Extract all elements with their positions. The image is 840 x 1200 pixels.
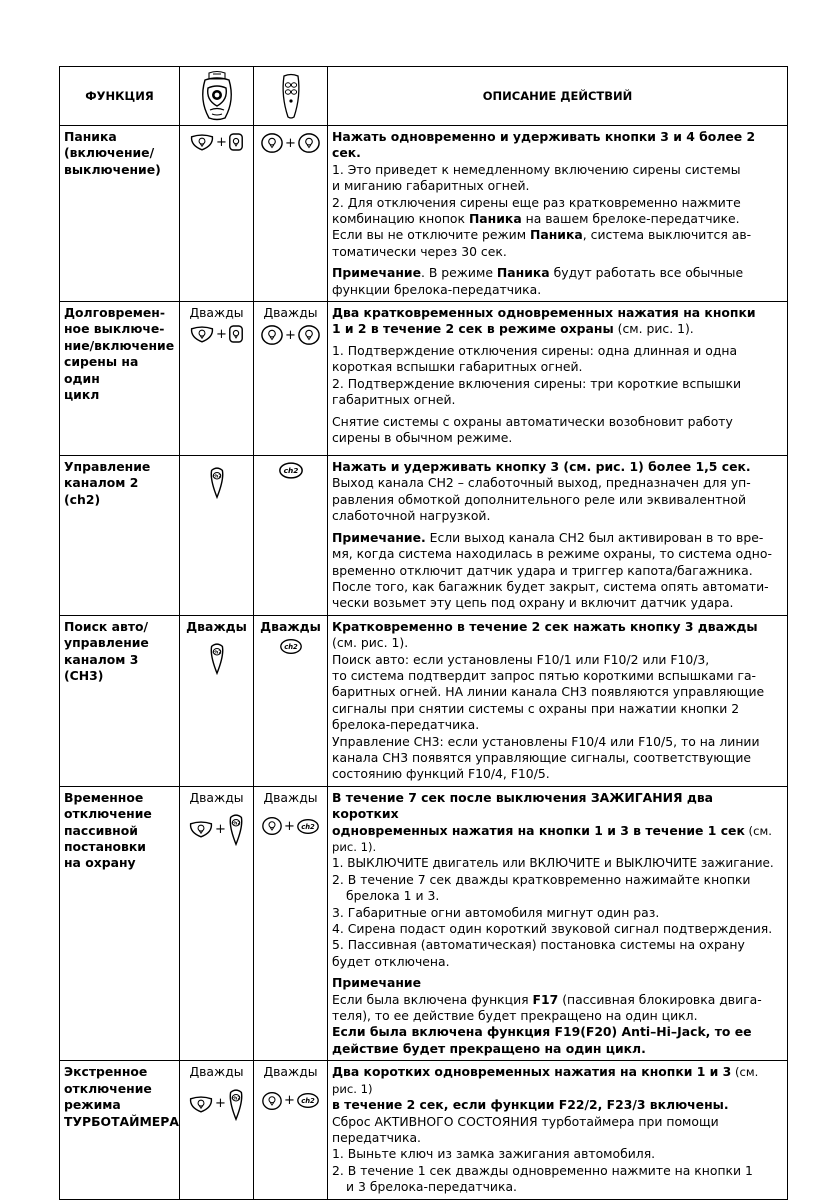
round-button-icon (297, 324, 321, 346)
twice-label: Дважды (263, 789, 318, 805)
secondary-remote-cell: Дважды + (254, 786, 328, 1061)
description-cell: Два коротких одновременных нажатия на кнопки 1 и 3 (см. рис. 1) в течение 2 сек, если функции F22/2, F23/3 включены. Сброс АКТИВНОГО СОСТОЯНИЯ турботаймера при помощи передатчика. 1. Выньте ключ из замка зажигания автомобиля. 2. В течение 1 сек дважды одновременно нажмите на кнопки 1 и 3 брелока-передатчика. (328, 1061, 788, 1199)
ch2-button-icon (227, 1087, 245, 1121)
twice-label: Дважды (263, 305, 318, 321)
main-remote-cell: Дважды + (180, 302, 254, 456)
main-remote-cell: + (180, 126, 254, 302)
twice-label: Дважды (186, 618, 247, 634)
function-name: Поиск авто/ управление каналом 3 (CH3) (60, 615, 180, 786)
function-name: Временное отключение пассивной постановки на охрану (60, 786, 180, 1061)
twice-label: Дважды (260, 618, 321, 634)
secondary-remote-cell (254, 456, 328, 616)
ch2-button-icon (227, 812, 245, 846)
main-remote-cell (180, 615, 254, 786)
description-cell: Нажать одновременно и удерживать кнопки 3 и 4 более 2 сек. 1. Это приведет к немедленному включению сирены системы и миганию габаритных огней. 2. Для отключения сирены еще раз кратковременно нажмите комбинацию кнопок Паника на вашем брелоке-передатчике. Если вы не отключите режим Паника, система выключится ав- томатически через 30 сек. Примечание. В режиме Паника будут работать все обычные функции брелока-передатчика. (328, 126, 788, 302)
ch2-round-button-icon (296, 1092, 320, 1109)
ch2-round-button-icon (279, 638, 303, 655)
table-row (60, 615, 788, 786)
twice-label: Дважды (263, 1064, 318, 1080)
function-name: Долговремен- ное выключе- ние/включение сирены на один цикл (60, 302, 180, 456)
secondary-remote-icon (276, 72, 306, 120)
secondary-remote-cell (254, 615, 328, 786)
description-cell: В течение 7 сек после выключения ЗАЖИГАНИЯ два коротких одновременных нажатия на кнопки 1 и 3 в течение 1 сек (см. рис. 1). 1. ВЫКЛЮЧИТЕ двигатель или ВКЛЮЧИТЕ и ВЫКЛЮЧИТЕ зажигание. 2. В течение 7 сек дважды кратковременно нажимайте кнопки брелока 1 и 3. 3. Габаритные огни автомобиля мигнут один раз. 4. Сирена подаст один короткий звуковой сигнал подтверждения. 5. Пассивная (автоматическая) постановка системы на охрану будет отключена. Примечание Если была включена функция F17 (пассивная блокировка двига- теля), то ее действие будет прекращено на один цикл. Если была включена функция F19(F20) Anti–Hi–Jack, то ее действие будет прекращено на один цикл. (328, 786, 788, 1061)
round-button-icon (297, 132, 321, 154)
oval-button-icon (188, 819, 214, 839)
round-button-icon (261, 1091, 283, 1111)
table-header-row (60, 67, 788, 126)
rect-button-icon (228, 132, 244, 152)
oval-button-icon (189, 324, 215, 344)
main-remote-cell: Дважды + (180, 786, 254, 1061)
main-remote-cell (180, 456, 254, 616)
function-name: Паника (включение/ выключение) (60, 126, 180, 302)
secondary-remote-cell: Дважды + (254, 1061, 328, 1199)
ch2-round-button-icon (296, 818, 320, 835)
round-button-icon (261, 816, 283, 836)
ch2-button-icon (208, 465, 226, 499)
main-remote-icon (195, 70, 239, 122)
oval-button-icon (189, 132, 215, 152)
function-name: Управление каналом 2 (ch2) (60, 456, 180, 616)
table-row (60, 786, 788, 1061)
description-cell: Кратковременно в течение 2 сек нажать кнопку 3 дважды (см. рис. 1). Поиск авто: если установлены F10/1 или F10/2 или F10/3, то система подтвердит запрос пятью короткими вспышками га- баритных огней. НА линии канала CH3 появляются управляющие сигналы при снятии системы с охраны при нажатии кнопки 2 брелока-передатчика. Управление CH3: если установлены F10/4 или F10/5, то на линии канала CH3 появятся управляющие сигналы, соответствующие состоянию функций F10/4, F10/5. (328, 615, 788, 786)
ch2-round-button-icon (278, 461, 304, 480)
ch2-button-icon (208, 641, 226, 675)
twice-label: Дважды (189, 789, 244, 805)
twice-label: Дважды (189, 305, 244, 321)
table-row (60, 456, 788, 616)
main-remote-cell: Дважды + (180, 1061, 254, 1199)
round-button-icon (260, 324, 284, 346)
oval-button-icon (188, 1094, 214, 1114)
secondary-remote-cell: + (254, 126, 328, 302)
table-row (60, 1061, 788, 1199)
description-cell: Нажать и удерживать кнопку 3 (см. рис. 1) более 1,5 сек. Выход канала CH2 – слаботочный выход, предназначен для уп- равления обмоткой дополнительного реле или эквивалентной слаботочной нагрузкой. Примечание. Если выход канала CH2 был активирован в то вре- мя, когда система находилась в режиме охраны, то система одно- временно отключит датчик удара и триггер капота/багажника. После того, как багажник будет закрыт, система опять автомати- чески возьмет эту цепь под охрану и включит датчик удара. (328, 456, 788, 616)
functions-table (59, 66, 788, 1200)
round-button-icon (260, 132, 284, 154)
description-cell: Два кратковременных одновременных нажатия на кнопки 1 и 2 в течение 2 сек в режиме охраны (см. рис. 1). 1. Подтверждение отключения сирены: одна длинная и одна короткая вспышки габаритных огней. 2. Подтверждение включения сирены: три короткие вспышки габаритных огней. Снятие системы с охраны автоматически возобновит работу сирены в обычном режиме. (328, 302, 788, 456)
header-function: ФУНКЦИЯ (60, 67, 180, 126)
table-row (60, 126, 788, 302)
header-description: ОПИСАНИЕ ДЕЙСТВИЙ (328, 67, 788, 126)
table-row (60, 302, 788, 456)
rect-button-icon (228, 324, 244, 344)
secondary-remote-cell: Дважды + (254, 302, 328, 456)
twice-label: Дважды (189, 1064, 244, 1080)
function-name: Экстренное отключение режима ТУРБОТАЙМЕРА (60, 1061, 180, 1199)
